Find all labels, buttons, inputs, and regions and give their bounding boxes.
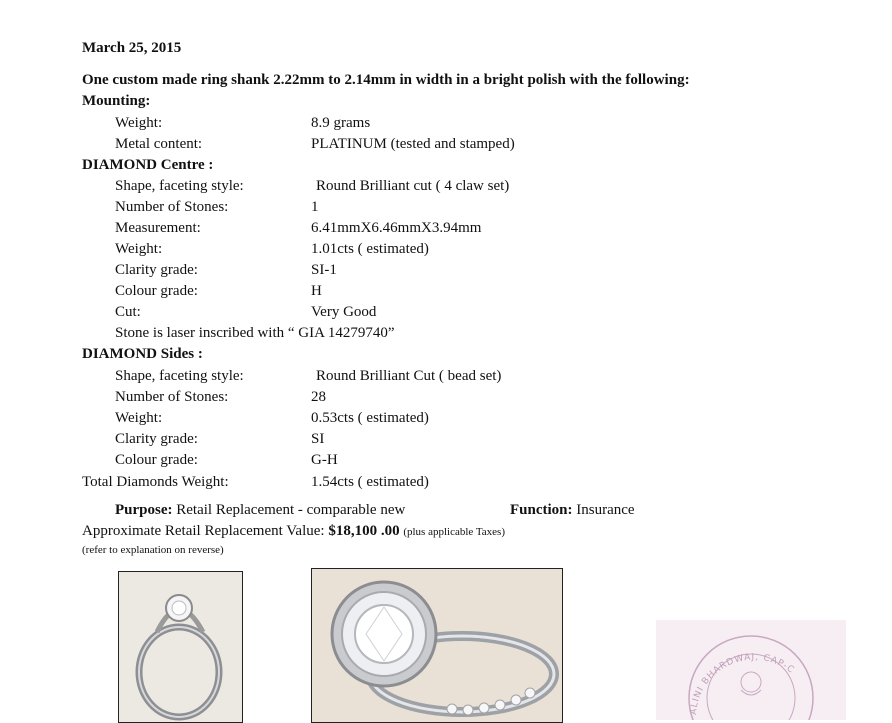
total-weight-label: Total Diamonds Weight: [82, 474, 229, 490]
purpose-label: Purpose: [115, 502, 173, 518]
ring-angle-view-photo [311, 568, 563, 723]
metal-content-label: Metal content: [115, 136, 203, 152]
centre-diamond-heading: DIAMOND Centre : [82, 157, 214, 173]
centre-colour-value: H [311, 283, 322, 299]
total-weight-value: 1.54cts ( estimated) [311, 474, 429, 490]
tax-note: (plus applicable Taxes) [403, 526, 505, 538]
centre-cut-value: Very Good [311, 304, 377, 320]
sides-clarity-value: SI [311, 431, 325, 447]
purpose-line [115, 502, 405, 519]
mounting-heading: Mounting: [82, 93, 151, 109]
centre-shape-value: Round Brilliant cut ( 4 claw set) [316, 178, 510, 194]
appraiser-stamp [656, 620, 846, 720]
ring-side-view-photo [118, 571, 243, 723]
sides-clarity-label: Clarity grade: [115, 431, 198, 447]
mounting-weight-label: Weight: [115, 115, 163, 131]
metal-content-value: PLATINUM (tested and stamped) [311, 136, 515, 152]
document-date: March 25, 2015 [82, 40, 182, 56]
centre-measurement-value: 6.41mmX6.46mmX3.94mm [311, 220, 482, 236]
svg-text:ALINI BHARDWAJ, CAP-C [689, 653, 796, 716]
centre-clarity-value: SI-1 [311, 262, 337, 278]
centre-weight-label: Weight: [115, 241, 163, 257]
sides-stones-value: 28 [311, 389, 326, 405]
centre-clarity-label: Clarity grade: [115, 262, 198, 278]
mounting-weight-value: 8.9 grams [311, 115, 371, 131]
centre-weight-value: 1.01cts ( estimated) [311, 241, 429, 257]
laser-inscription: Stone is laser inscribed with “ GIA 14279740” [115, 325, 395, 341]
cropped-letterhead [285, 0, 605, 4]
retail-value-label: Approximate Retail Replacement Value: [82, 523, 325, 539]
sides-weight-value: 0.53cts ( estimated) [311, 410, 429, 426]
function-value: Insurance [576, 502, 635, 518]
refer-note: (refer to explanation on reverse) [82, 544, 224, 556]
function-line [510, 502, 635, 519]
function-label: Function: [510, 502, 573, 518]
centre-measurement-label: Measurement: [115, 220, 201, 236]
centre-shape-label: Shape, faceting style: [115, 178, 244, 194]
centre-colour-label: Colour grade: [115, 283, 198, 299]
sides-colour-value: G-H [311, 452, 338, 468]
stamp-text: ALINI BHARDWAJ, CAP-C [688, 652, 797, 716]
retail-value-amount: $18,100 .00 [328, 523, 400, 539]
centre-stones-value: 1 [311, 199, 319, 215]
side-diamonds-heading: DIAMOND Sides : [82, 346, 203, 362]
purpose-value: Retail Replacement - comparable new [176, 502, 406, 518]
sides-colour-label: Colour grade: [115, 452, 198, 468]
retail-value-line [82, 523, 505, 540]
centre-stones-label: Number of Stones: [115, 199, 229, 215]
centre-cut-label: Cut: [115, 304, 141, 320]
sides-shape-label: Shape, faceting style: [115, 368, 244, 384]
item-description: One custom made ring shank 2.22mm to 2.14mm in width in a bright polish with the following: [82, 72, 690, 88]
sides-weight-label: Weight: [115, 410, 163, 426]
sides-shape-value: Round Brilliant Cut ( bead set) [316, 368, 502, 384]
sides-stones-label: Number of Stones: [115, 389, 229, 405]
